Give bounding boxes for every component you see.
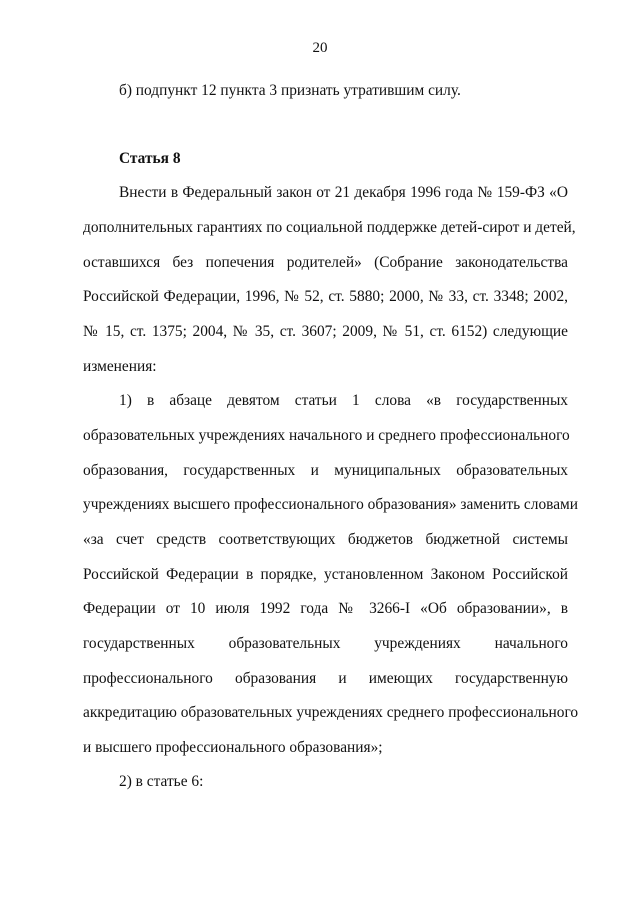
text-line: профессионального образования и имеющих государственную: [83, 670, 568, 687]
text-line: аккредитацию образовательных учреждениях среднего профессионального: [83, 704, 579, 721]
list-item-1-line: 1) в абзаце девятом статьи 1 слова «в государственных: [119, 392, 568, 409]
text-line: учреждениях высшего профессионального образования» заменить словами: [83, 496, 579, 513]
text-line: изменения:: [83, 358, 157, 375]
text-line: образования, государственных и муниципальных образовательных: [83, 462, 568, 479]
text-line: дополнительных гарантиях по социальной поддержке детей-сирот и детей,: [83, 219, 576, 236]
list-item-2-line: 2) в статье 6:: [119, 773, 204, 790]
text-line: и высшего профессионального образования»;: [83, 739, 383, 756]
text-line: оставшихся без попечения родителей» (Собрание законодательства: [83, 254, 568, 271]
article-heading: Статья 8: [119, 150, 181, 167]
text-line: Федерации от 10 июля 1992 года № 3266-I «Об образовании», в: [83, 600, 568, 617]
text-line: «за счет средств соответствующих бюджетов бюджетной системы: [83, 531, 568, 548]
text-line: Российской Федерации, 1996, № 52, ст. 5880; 2000, № 33, ст. 3348; 2002,: [83, 288, 568, 305]
text-line: государственных образовательных учреждениях начального: [83, 635, 568, 652]
paragraph-subpoint-b: б) подпункт 12 пункта 3 признать утратившим силу.: [119, 82, 461, 99]
text-line: Внести в Федеральный закон от 21 декабря 1996 года № 159-ФЗ «О: [119, 184, 568, 201]
page-number: 20: [312, 40, 328, 56]
text-line: Российской Федерации в порядке, установленном Законом Российской: [83, 566, 568, 583]
text-line: образовательных учреждениях начального и среднего профессионального: [83, 427, 570, 444]
text-line: № 15, ст. 1375; 2004, № 35, ст. 3607; 2009, № 51, ст. 6152) следующие: [83, 323, 568, 340]
